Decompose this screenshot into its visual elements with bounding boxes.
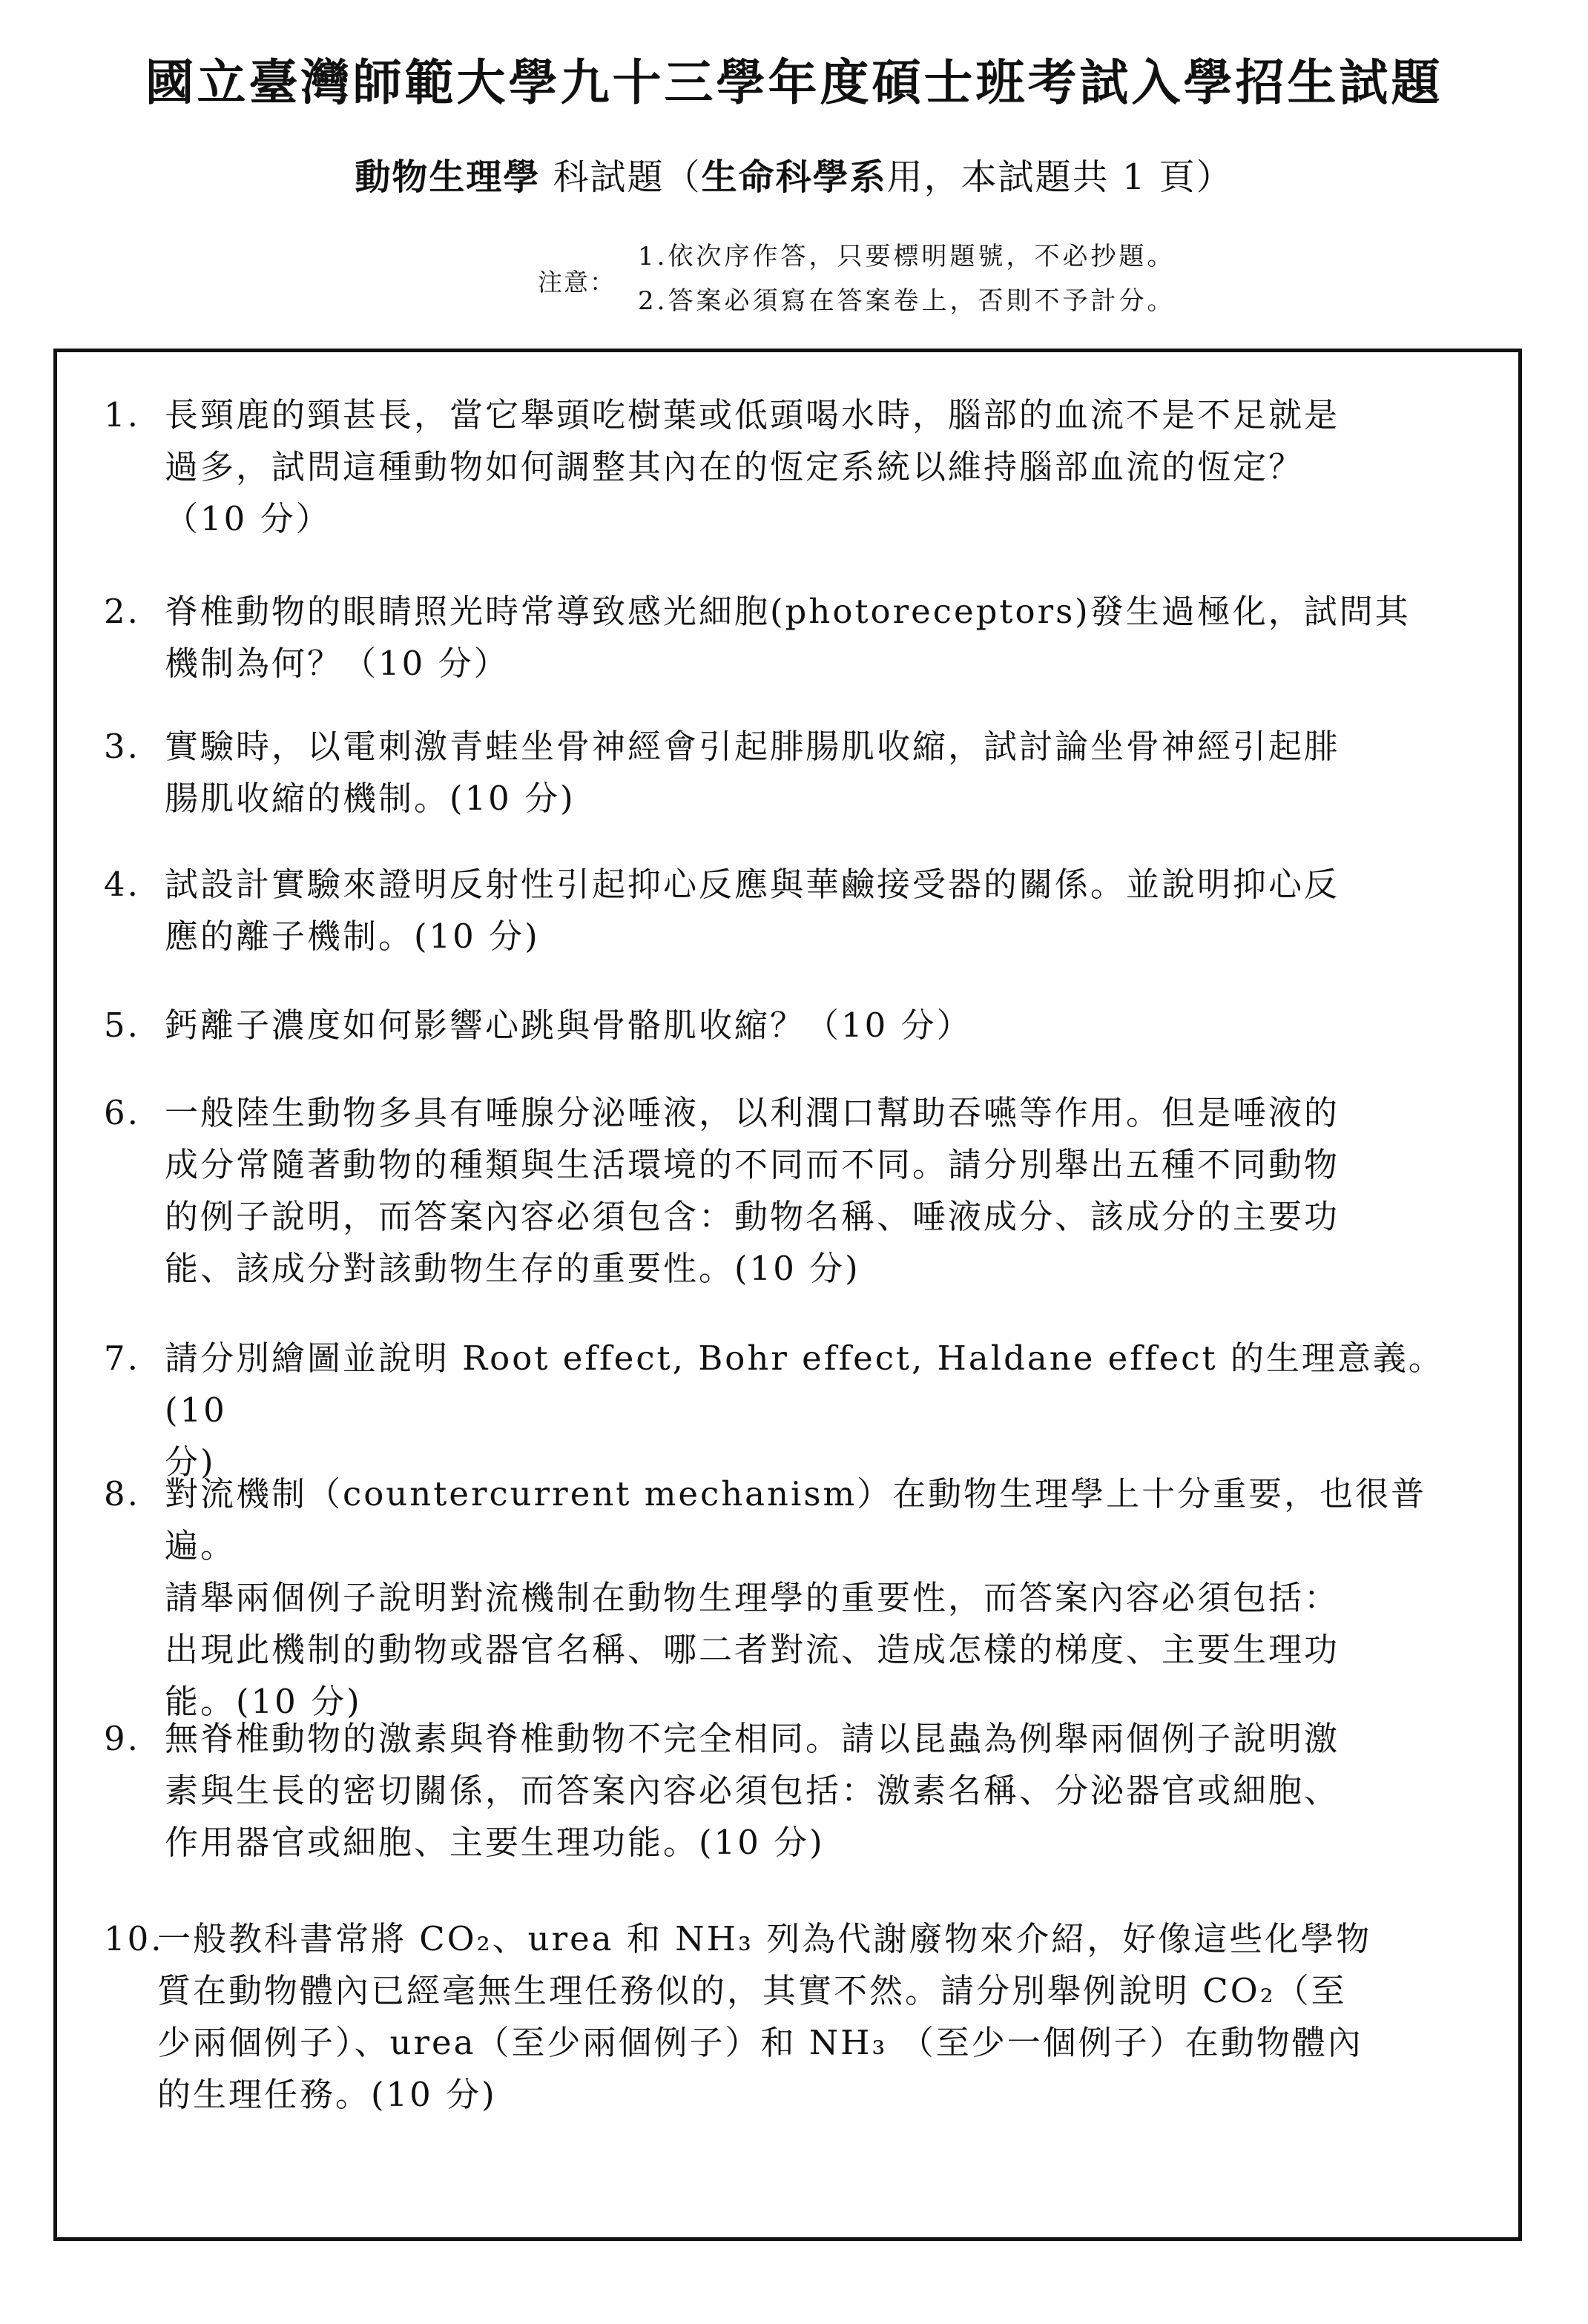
question-text: 脊椎動物的眼睛照光時常導致感光細胞(photoreceptors)發生過極化，試問其 機制為何？（10 分） [165, 592, 1411, 683]
question-number: 4. [104, 865, 140, 904]
question-number: 6. [104, 1093, 140, 1132]
question-text: 對流機制（countercurrent mechanism）在動物生理學上十分重要，也很普遍。 請舉兩個例子說明對流機制在動物生理學的重要性，而答案內容必須包括： 出現此機制的動物或器官名稱、哪二者對流、造成怎樣的梯度、主要生理功 能。(10 分) [165, 1474, 1427, 1721]
question-item [104, 859, 1498, 963]
question-number: 8. [104, 1474, 140, 1513]
question-number: 9. [104, 1719, 140, 1758]
notice-label: 注意： [538, 268, 616, 297]
question-item [104, 1913, 1498, 2121]
question-number: 10. [104, 1919, 164, 1958]
question-text: 試設計實驗來證明反射性引起抑心反應與華鹼接受器的關係。並說明抑心反 應的離子機制。(10 分) [165, 865, 1340, 956]
question-text: 一般教科書常將 CO₂、urea 和 NH₃ 列為代謝廢物來介紹，好像這些化學物 質在動物體內已經毫無生理任務似的，其實不然。請分別舉例說明 CO₂（至 少兩個例子）、urea（至少兩個例子）和 NH₃ （至少一個例子）在動物體內 的生理任務。(10 分) [157, 1919, 1372, 2114]
question-item [104, 586, 1498, 690]
question-item [104, 721, 1498, 825]
question-number: 7. [104, 1338, 140, 1378]
question-text: 請分別繪圖並說明 Root effect, Bohr effect, Haldane effect 的生理意義。(10 分) [165, 1338, 1444, 1482]
question-text: 鈣離子濃度如何影響心跳與骨骼肌收縮？（10 分） [165, 1006, 972, 1045]
question-item [104, 1468, 1498, 1728]
question-item [104, 1000, 1498, 1052]
exam-subtitle [0, 148, 1588, 199]
question-text: 實驗時，以電刺激青蛙坐骨神經會引起腓腸肌收縮，試討論坐骨神經引起腓 腸肌收縮的機制。(10 分) [165, 727, 1340, 818]
question-text: 長頸鹿的頸甚長，當它舉頭吃樹葉或低頭喝水時，腦部的血流不是不足就是 過多，試問這種動物如何調整其內在的恆定系統以維持腦部血流的恆定？ （10 分） [165, 395, 1340, 538]
notice-item-1: 1.依次序作答，只要標明題號，不必抄題。 [638, 242, 1176, 271]
question-text: 無脊椎動物的激素與脊椎動物不完全相同。請以昆蟲為例舉兩個例子說明激 素與生長的密切關係，而答案內容必須包括：激素名稱、分泌器官或細胞、 作用器官或細胞、主要生理功能。(10 分) [165, 1719, 1340, 1862]
question-number: 2. [104, 592, 140, 631]
question-item [104, 1333, 1498, 1488]
notice-item-2: 2.答案必須寫在答案卷上，否則不予計分。 [638, 286, 1176, 316]
department-suffix: 用，本試題共 1 頁） [886, 156, 1233, 198]
question-item [104, 1713, 1498, 1869]
question-item [104, 1087, 1498, 1295]
subject-suffix: 科試題（ [553, 156, 702, 198]
subject-name: 動物生理學 [355, 156, 541, 198]
question-number: 3. [104, 727, 140, 766]
question-text: 一般陸生動物多具有唾腺分泌唾液，以利潤口幫助吞嚥等作用。但是唾液的 成分常隨著動物的種類與生活環境的不同而不同。請分別舉出五種不同動物 的例子說明，而答案內容必須包含：動物名稱、唾液成分、該成分的主要功 能、該成分對該動物生存的重要性。(10 分) [165, 1093, 1340, 1288]
question-number: 1. [104, 395, 140, 435]
question-number: 5. [104, 1006, 140, 1045]
question-item [104, 389, 1498, 545]
department-name: 生命科學系 [701, 156, 887, 198]
exam-title: 國立臺灣師範大學九十三學年度碩士班考試入學招生試題 [145, 53, 1443, 111]
